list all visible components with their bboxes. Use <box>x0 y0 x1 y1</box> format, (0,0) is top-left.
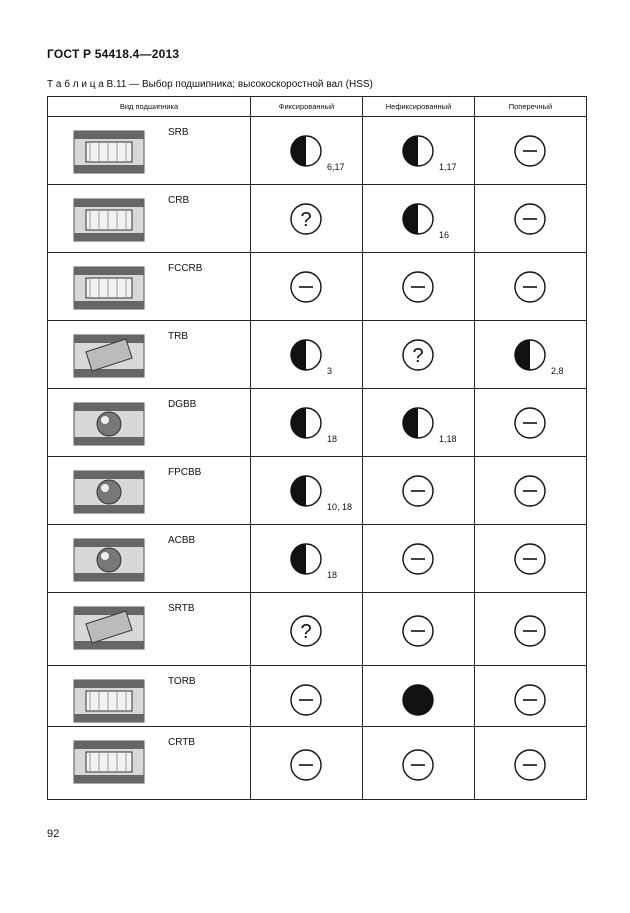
bearing-type-cell <box>48 321 251 389</box>
column-header-nonfixed: Нефиксированный <box>363 97 475 117</box>
half-filled-circle-icon <box>402 135 434 167</box>
fixed-cell <box>251 666 363 727</box>
half-filled-circle-icon <box>290 135 322 167</box>
bearing-type-cell <box>48 666 251 727</box>
nonfixed-cell <box>363 117 475 185</box>
transverse-cell <box>475 117 587 185</box>
note-text: 3 <box>327 366 333 376</box>
fixed-cell <box>251 593 363 666</box>
transverse-cell <box>475 253 587 321</box>
half-filled-circle-icon <box>290 339 322 371</box>
fixed-cell <box>251 185 363 253</box>
half-filled-circle-icon <box>402 407 434 439</box>
transverse-cell <box>475 525 587 593</box>
bearing-code: DGBB <box>168 399 197 410</box>
minus-circle-icon <box>514 407 546 439</box>
minus-circle-icon <box>290 271 322 303</box>
nonfixed-cell <box>363 727 475 800</box>
bearing-code: SRB <box>168 127 189 138</box>
note-text: 1,17 <box>439 162 457 172</box>
question-circle-icon <box>290 615 322 647</box>
transverse-cell <box>475 666 587 727</box>
question-circle-icon <box>402 339 434 371</box>
minus-circle-icon <box>290 684 322 716</box>
table-row <box>48 727 587 800</box>
bearing-illustration <box>66 533 152 587</box>
bearing-code: FPCBB <box>168 467 202 478</box>
nonfixed-cell <box>363 666 475 727</box>
nonfixed-cell <box>363 525 475 593</box>
half-filled-circle-icon <box>290 407 322 439</box>
table-row <box>48 593 587 666</box>
half-filled-circle-icon <box>290 543 322 575</box>
bearing-type-cell <box>48 389 251 457</box>
table-header-row <box>48 97 587 117</box>
half-filled-circle-icon <box>402 203 434 235</box>
bearing-illustration <box>66 735 152 789</box>
minus-circle-icon <box>514 203 546 235</box>
nonfixed-cell <box>363 389 475 457</box>
table-caption: Т а б л и ц а В.11 — Выбор подшипника; высокоскоростной вал (HSS) <box>47 79 373 90</box>
bearing-type-cell <box>48 457 251 525</box>
bearing-illustration <box>66 674 152 728</box>
bearing-illustration <box>66 465 152 519</box>
fixed-cell <box>251 457 363 525</box>
table-row <box>48 457 587 525</box>
transverse-cell <box>475 727 587 800</box>
table-row <box>48 525 587 593</box>
table-row <box>48 185 587 253</box>
fixed-cell <box>251 321 363 389</box>
fixed-cell <box>251 727 363 800</box>
svg-text:?: ? <box>412 345 424 367</box>
filled-circle-icon <box>402 684 434 716</box>
bearing-type-cell <box>48 525 251 593</box>
nonfixed-cell <box>363 321 475 389</box>
note-text: 1,18 <box>439 434 457 444</box>
minus-circle-icon <box>514 749 546 781</box>
note-text: 18 <box>327 434 338 444</box>
bearing-illustration <box>66 261 152 315</box>
minus-circle-icon <box>402 543 434 575</box>
transverse-cell <box>475 321 587 389</box>
minus-circle-icon <box>514 615 546 647</box>
table-row <box>48 321 587 389</box>
fixed-cell <box>251 389 363 457</box>
minus-circle-icon <box>514 475 546 507</box>
fixed-cell <box>251 117 363 185</box>
bearing-type-cell <box>48 253 251 321</box>
table-row <box>48 389 587 457</box>
svg-text:?: ? <box>300 209 312 231</box>
bearing-code: FCCRB <box>168 263 203 274</box>
minus-circle-icon <box>514 135 546 167</box>
transverse-cell <box>475 185 587 253</box>
column-header-bearing-type: Вид подшипника <box>48 97 251 117</box>
bearing-code: CRB <box>168 195 190 206</box>
nonfixed-cell <box>363 593 475 666</box>
nonfixed-cell <box>363 457 475 525</box>
minus-circle-icon <box>514 684 546 716</box>
table-row <box>48 253 587 321</box>
column-header-transverse: Поперечный <box>475 97 587 117</box>
minus-circle-icon <box>290 749 322 781</box>
bearing-code: TORB <box>168 676 196 687</box>
bearing-illustration <box>66 125 152 179</box>
bearing-code: CRTB <box>168 737 196 748</box>
note-text: 6,17 <box>327 162 345 172</box>
table-row <box>48 117 587 185</box>
page-number: 92 <box>47 828 60 840</box>
half-filled-circle-icon <box>514 339 546 371</box>
minus-circle-icon <box>402 749 434 781</box>
transverse-cell <box>475 389 587 457</box>
bearing-illustration <box>66 193 152 247</box>
bearing-type-cell <box>48 727 251 800</box>
bearing-illustration <box>66 397 152 451</box>
bearing-type-cell <box>48 593 251 666</box>
question-circle-icon <box>290 203 322 235</box>
minus-circle-icon <box>402 475 434 507</box>
nonfixed-cell <box>363 253 475 321</box>
note-text: 10, 18 <box>327 502 353 512</box>
minus-circle-icon <box>514 543 546 575</box>
note-text: 18 <box>327 570 338 580</box>
table-row <box>48 666 587 727</box>
minus-circle-icon <box>402 271 434 303</box>
fixed-cell <box>251 253 363 321</box>
bearing-illustration <box>66 329 152 383</box>
bearing-illustration <box>66 601 152 655</box>
bearing-code: TRB <box>168 331 188 342</box>
transverse-cell <box>475 593 587 666</box>
note-text: 16 <box>439 230 450 240</box>
bearing-type-cell <box>48 185 251 253</box>
fixed-cell <box>251 525 363 593</box>
transverse-cell <box>475 457 587 525</box>
minus-circle-icon <box>402 615 434 647</box>
minus-circle-icon <box>514 271 546 303</box>
document-id: ГОСТ Р 54418.4—2013 <box>47 47 180 61</box>
bearing-selection-table <box>47 96 587 800</box>
note-text: 2,8 <box>551 366 564 376</box>
half-filled-circle-icon <box>290 475 322 507</box>
svg-text:?: ? <box>300 621 312 643</box>
column-header-fixed: Фиксированный <box>251 97 363 117</box>
bearing-code: SRTB <box>168 603 195 614</box>
bearing-type-cell <box>48 117 251 185</box>
bearing-code: ACBB <box>168 535 196 546</box>
nonfixed-cell <box>363 185 475 253</box>
